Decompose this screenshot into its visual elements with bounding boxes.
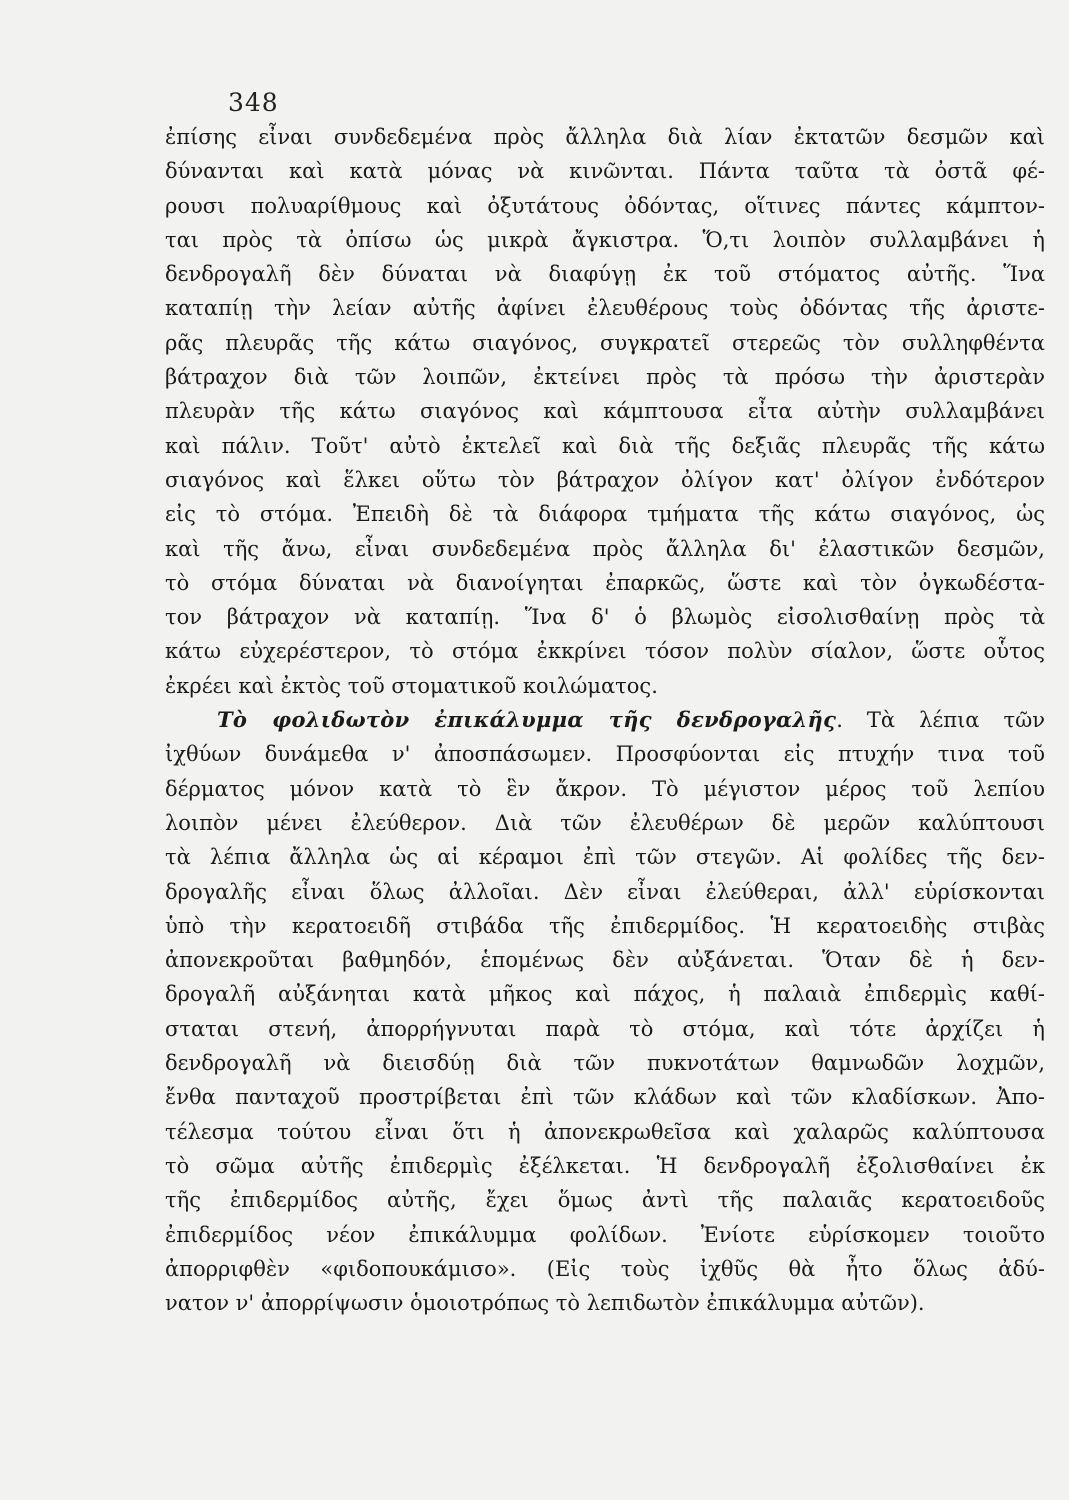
- text-line: δρογαλῆς εἶναι ὅλως ἀλλοῖαι. Δὲν εἶναι ἐλεύθεραι, ἀλλ' εὑρίσκονται: [165, 879, 1045, 904]
- text-line: δενδρογαλῆ δὲν δύναται νὰ διαφύγῃ ἐκ τοῦ στόματος αὐτῆς. Ἵνα: [165, 262, 1045, 287]
- text-line: ἀπονεκροῦται βαθμηδόν, ἑπομένως δὲν αὐξάνεται. Ὅταν δὲ ἡ δεν-: [165, 948, 1045, 973]
- text-line: καταπίῃ τὴν λείαν αὐτῆς ἀφίνει ἐλευθέρους τοὺς ὀδόντας τῆς ἀριστε-: [165, 296, 1045, 321]
- text-line: τῆς ἐπιδερμίδος αὐτῆς, ἔχει ὅμως ἀντὶ τῆς παλαιᾶς κερατοειδοῦς: [165, 1188, 1045, 1213]
- text-line: δενδρογαλῆ νὰ διεισδύῃ διὰ τῶν πυκνοτάτων θαμνωδῶν λοχμῶν,: [165, 1051, 1045, 1076]
- section-heading: Τὸ φολιδωτὸν ἐπικάλυμμα τῆς δενδρογαλῆς: [217, 707, 837, 733]
- page-number: 348: [228, 88, 279, 117]
- text-line: τον βάτραχον νὰ καταπίῃ. Ἵνα δ' ὁ βλωμὸς εἰσολισθαίνῃ πρὸς τὰ: [165, 605, 1045, 630]
- text-line: κάτω εὐχερέστερον, τὸ στόμα ἐκκρίνει τόσον πολὺν σίαλον, ὥστε οὗτος: [165, 639, 1045, 664]
- text-line: εἰς τὸ στόμα. Ἐπειδὴ δὲ τὰ διάφορα τμήματα τῆς κάτω σιαγόνος, ὡς: [165, 502, 1045, 527]
- text-line: βάτραχον διὰ τῶν λοιπῶν, ἐκτείνει πρὸς τὰ πρόσω τὴν ἀριστερὰν: [165, 365, 1045, 390]
- text-line: σταται στενή, ἀπορρήγνυται παρὰ τὸ στόμα, καὶ τότε ἀρχίζει ἡ: [165, 1016, 1045, 1041]
- section-heading-line: [165, 703, 1045, 737]
- text-line: νατον ν' ἀπορρίψωσιν ὁμοιοτρόπως τὸ λεπιδωτὸν ἐπικάλυμμα αὐτῶν).: [165, 1291, 925, 1316]
- text-line: ται πρὸς τὰ ὀπίσω ὡς μικρὰ ἄγκιστρα. Ὅ,τι λοιπὸν συλλαμβάνει ἡ: [165, 227, 1045, 252]
- text-line: δέρματος μόνον κατὰ τὸ ἓν ἄκρον. Τὸ μέγιστον μέρος τοῦ λεπίου: [165, 776, 1045, 801]
- text-line: ἀπορριφθὲν «φιδοπουκάμισο». (Εἰς τοὺς ἰχθῦς θὰ ἦτο ὅλως ἀδύ-: [165, 1256, 1045, 1281]
- text-line: ρᾶς πλευρᾶς τῆς κάτω σιαγόνος, συγκρατεῖ στερεῶς τὸν συλληφθέντα: [165, 330, 1045, 355]
- text-line: τὰ λέπια ἄλληλα ὡς αἱ κέραμοι ἐπὶ τῶν στεγῶν. Αἱ φολίδες τῆς δεν-: [165, 845, 1045, 870]
- text-line: τέλεσμα τούτου εἶναι ὅτι ἡ ἀπονεκρωθεῖσα καὶ χαλαρῶς καλύπτουσα: [165, 1119, 1045, 1144]
- text-line: δύνανται καὶ κατὰ μόνας νὰ κινῶνται. Πάντα ταῦτα τὰ ὀστᾶ φέ-: [165, 159, 1045, 184]
- text-line: δρογαλῆ αὐξάνηται κατὰ μῆκος καὶ πάχος, ἡ παλαιὰ ἐπιδερμὶς καθί-: [165, 982, 1045, 1007]
- text-line: καὶ τῆς ἄνω, εἶναι συνδεδεμένα πρὸς ἄλληλα δι' ἐλαστικῶν δεσμῶν,: [165, 536, 1045, 561]
- text-line: σιαγόνος καὶ ἕλκει οὕτω τὸν βάτραχον ὀλίγον κατ' ὀλίγον ἐνδότερον: [165, 467, 1045, 492]
- text-line: τὸ στόμα δύναται νὰ διανοίγηται ἐπαρκῶς, ὥστε καὶ τὸν ὀγκωδέστα-: [165, 570, 1045, 595]
- text-line: ἐπιδερμίδος νέον ἐπικάλυμμα φολίδων. Ἐνίοτε εὑρίσκομεν τοιοῦτο: [165, 1222, 1045, 1247]
- text-line: ἐπίσης εἶναι συνδεδεμένα πρὸς ἄλληλα διὰ λίαν ἐκτατῶν δεσμῶν καὶ: [165, 125, 1045, 149]
- text-line: ἔνθα πανταχοῦ προστρίβεται ἐπὶ τῶν κλάδων καὶ τῶν κλαδίσκων. Ἀπο-: [165, 1085, 1045, 1110]
- text-line: καὶ πάλιν. Τοῦτ' αὐτὸ ἐκτελεῖ καὶ διὰ τῆς δεξιᾶς πλευρᾶς τῆς κάτω: [165, 433, 1045, 458]
- text-line: ἰχθύων δυνάμεθα ν' ἀποσπάσωμεν. Προσφύονται εἰς πτυχήν τινα τοῦ: [165, 742, 1045, 767]
- text-line: πλευρὰν τῆς κάτω σιαγόνος καὶ κάμπτουσα εἶτα αὐτὴν συλλαμβάνει: [165, 399, 1045, 424]
- text-line: τὸ σῶμα αὐτῆς ἐπιδερμὶς ἐξέλκεται. Ἡ δενδρογαλῆ ἐξολισθαίνει ἐκ: [165, 1153, 1045, 1178]
- body-text: [165, 120, 1045, 1320]
- heading-continuation: . Τὰ λέπια τῶν: [836, 708, 1045, 733]
- text-line: ὑπὸ τὴν κερατοειδῆ στιβάδα τῆς ἐπιδερμίδος. Ἡ κερατοειδὴς στιβὰς: [165, 913, 1045, 938]
- text-line: ἐκρέει καὶ ἐκτὸς τοῦ στοματικοῦ κοιλώματος.: [165, 673, 658, 698]
- text-line: λοιπὸν μένει ἐλεύθερον. Διὰ τῶν ἐλευθέρων δὲ μερῶν καλύπτουσι: [165, 810, 1045, 835]
- text-line: ρουσι πολυαρίθμους καὶ ὀξυτάτους ὀδόντας, οἵτινες πάντες κάμπτον-: [165, 193, 1045, 218]
